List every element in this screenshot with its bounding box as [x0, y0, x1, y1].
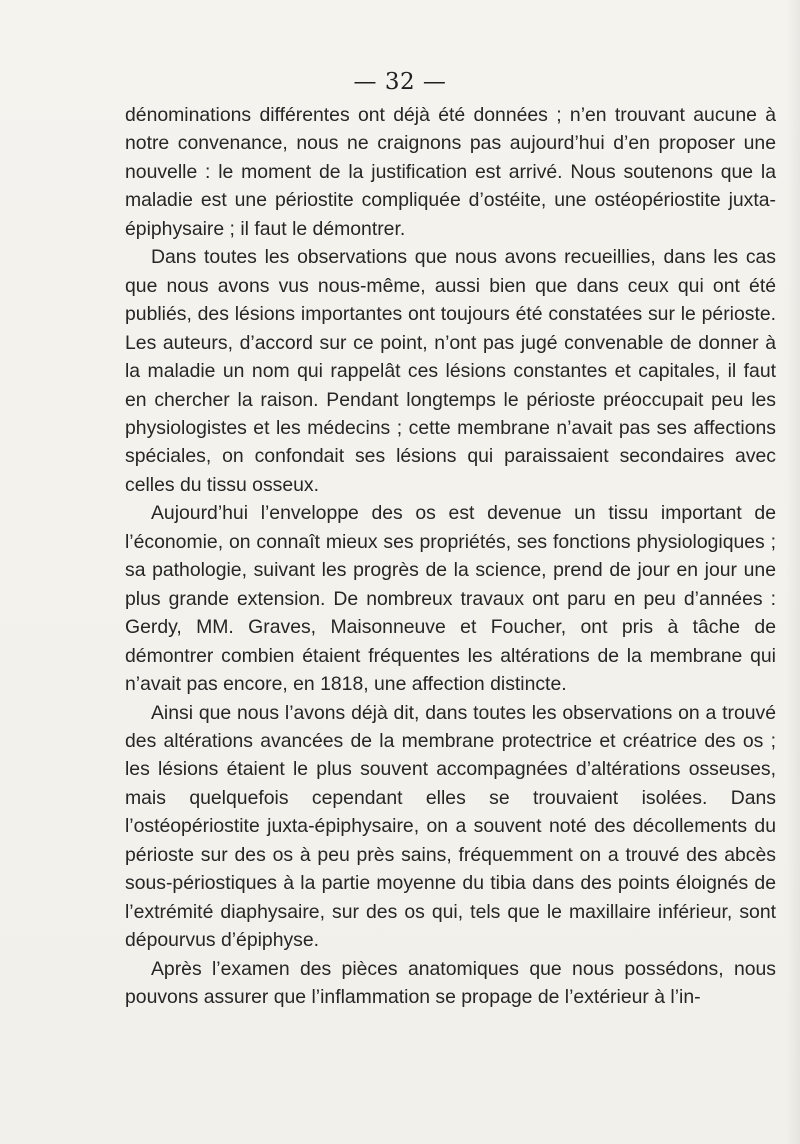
paragraph: Ainsi que nous l’avons déjà dit, dans toutes les observations on a trouvé des altérations avancées de la membrane protectrice et créatrice des os ; les lésions étaient le plus souvent accompagnées d’altérations osseuses, mais quelquefois cependant elles se trouvaient isolées. Dans l’ostéopériostite juxta-épiphysaire, on a souvent noté des décollements du périoste sur des os à peu près sains, fréquemment on a trouvé des abcès sous-périostiques à la partie moyenne du tibia dans des points éloignés de l’extrémité diaphysaire, sur des os qui, tels que le maxillaire inférieur, sont dépourvus d’épiphyse.: [125, 701, 776, 952]
body-text: [125, 101, 776, 1012]
paragraph: Dans toutes les observations que nous avons recueillies, dans les cas que nous avons vus nous-même, aussi bien que dans ceux qui ont été publiés, des lésions importantes ont toujours été constatées sur le périoste. Les auteurs, d’accord sur ce point, n’ont pas jugé convenable de donner à la maladie un nom qui rappelât ces lésions constantes et capitales, il faut en chercher la raison. Pendant longtemps le périoste préoccupait peu les physiologistes et les médecins ; cette membrane n’avait pas ses affections spéciales, on confondait ses lésions qui paraissaient secondaires avec celles du tissu osseux.: [125, 246, 776, 496]
page-number: — 32 —: [353, 69, 447, 95]
paragraph: Après l’examen des pièces anatomiques que nous possédons, nous pouvons assurer que l’inflammation se propage de l’extérieur à l’in-: [125, 957, 776, 1009]
page-edge-shadow: [786, 0, 800, 1144]
paragraph-continued: dénominations différentes ont déjà été données ; n’en trouvant aucune à notre convenance, nous ne craignons pas aujourd’hui d’en proposer une nouvelle : le moment de la justification est arrivé. Nous soutenons que la maladie est une périostite compliquée d’ostéite, une ostéopériostite juxta-épiphysaire ; il faut le démontrer.: [125, 104, 776, 240]
paragraph: Aujourd’hui l’enveloppe des os est devenue un tissu important de l’économie, on connaît mieux ses propriétés, ses fonctions physiologiques ; sa pathologie, suivant les progrès de la science, prend de jour en jour une plus grande extension. De nombreux travaux ont paru en peu d’années : Gerdy, MM. Graves, Maisonneuve et Foucher, ont pris à tâche de démontrer combien étaient fréquentes les altérations de la membrane qui n’avait pas encore, en 1818, une affection distincte.: [125, 502, 776, 696]
